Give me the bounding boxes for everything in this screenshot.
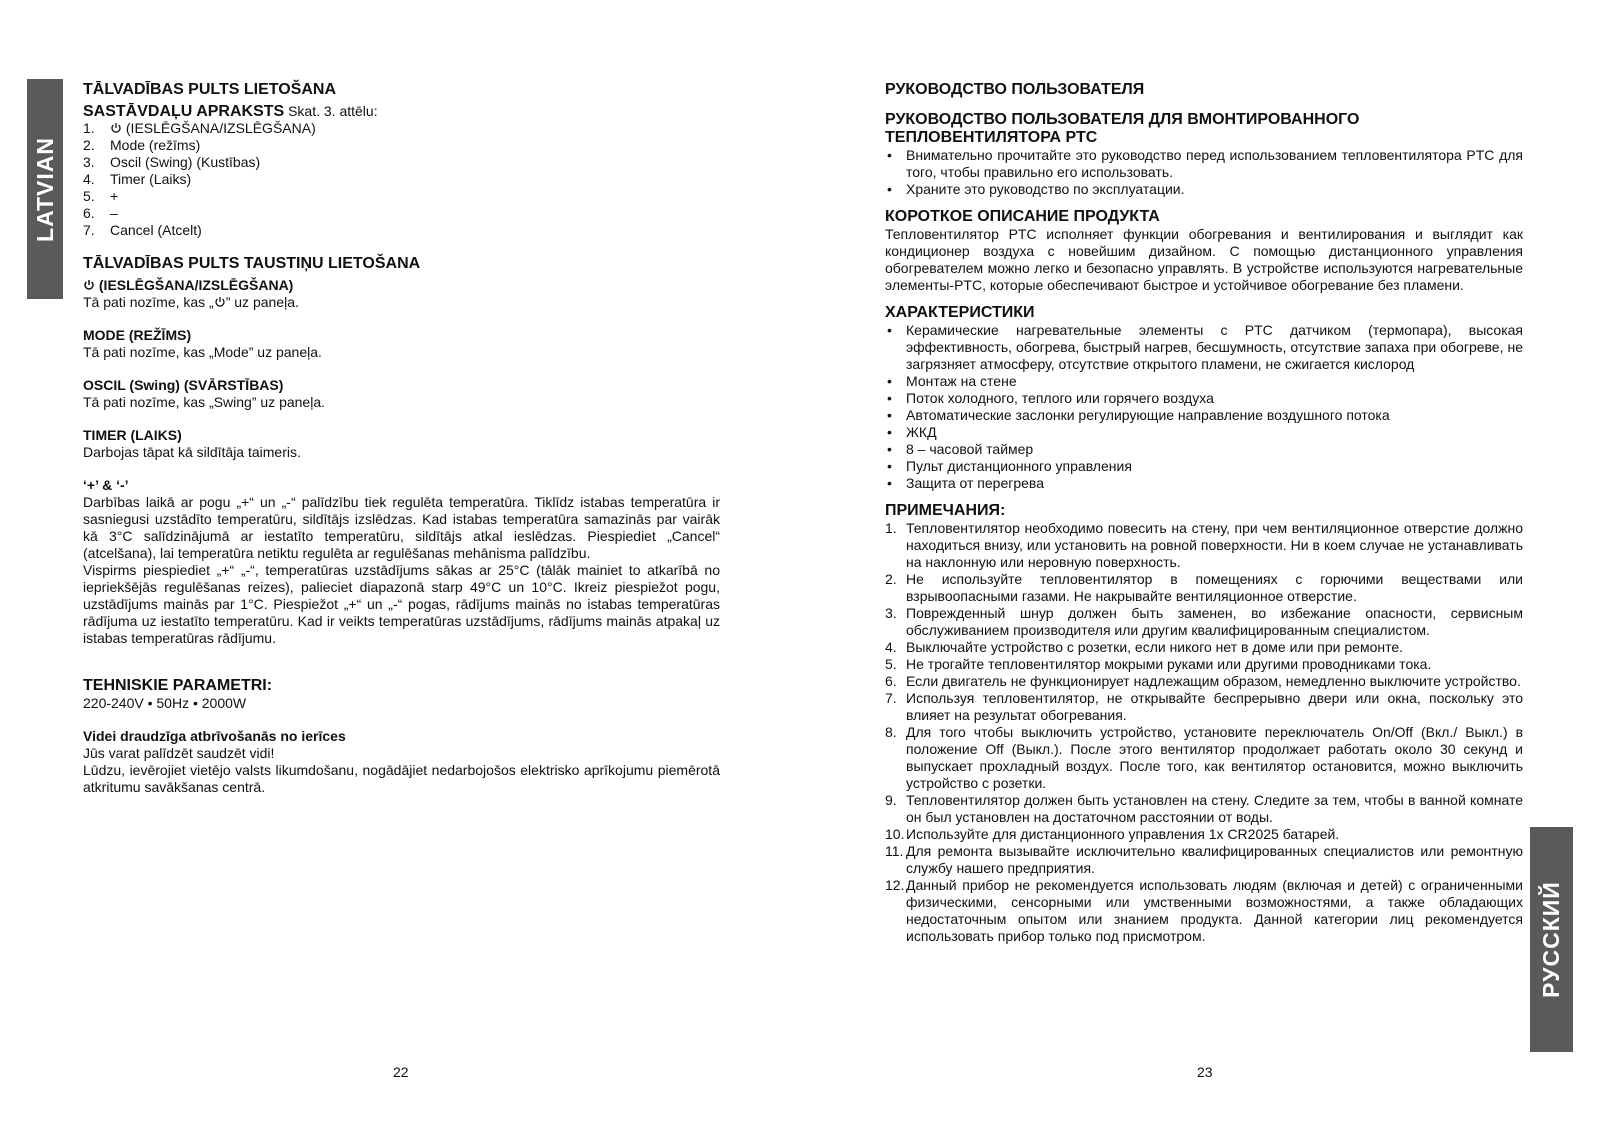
language-tab-latvian [27,79,63,299]
item-text: Если двигатель не функционирует надлежащим образом, немедленно выключите устройство. [906,673,1521,689]
item-text: Для ремонта вызывайте исключительно квалифицированных специалистов или ремонтную службу нашего предприятия. [906,843,1523,876]
item-text: Керамические нагревательные элементы с PTC датчиком (термопара), высокая эффективность, обогрева, быстрый нагрев, бесшумность, отсутствие запаха при обогреве, не загрязняет атмосферу, отсутствие открытого пламени, не сжигается кислород [906,322,1523,372]
list-item [885,147,1523,181]
list-item [885,373,1523,390]
item-text: Данный прибор не рекомендуется использовать людям (включая и детей) с ограниченными физическими, сенсорными или умственными возможностями, а также обладающих недостаточным опытом или знанием продукта. Данной категории лиц рекомендуется использовать прибор только под присмотром. [906,877,1523,944]
parts-list [83,120,720,239]
page-subtitle: РУКОВОДСТВО ПОЛЬЗОВАТЕЛЯ ДЛЯ ВМОНТИРОВАННОГО ТЕПЛОВЕНТИЛЯТОРА РТС [885,111,1360,146]
notes-list [885,520,1523,945]
timer-text: Darbojas tāpat kā sildītāja taimeris. [83,444,301,460]
item-text: Для того чтобы выключить устройство, установите переключатель On/Off (Вкл./ Выкл.) в положение Off (Выкл.). После этого вентилятор продолжает работать около 30 секунд и выпускает прохладный воздух. После того, как вентилятор остановится, можно выключить устройство с розетки. [906,724,1523,791]
list-item [885,656,1523,673]
parts-ref: Skat. 3. attēlu: [288,103,378,119]
eco-text: Jūs varat palīdzēt saudzēt vidi! [83,745,275,761]
item-number: 9. [885,792,897,808]
list-item [885,571,1523,605]
item-label: Timer (Laiks) [110,171,192,187]
item-text: Внимательно прочитайте это руководство перед использованием тепловентилятора PTC для того, чтобы правильно его использовать. [906,147,1523,180]
oscil-heading: OSCIL (Swing) (SVĀRSTĪBAS) [83,377,284,393]
bullet: • [887,441,892,457]
list-item [83,171,720,188]
item-number: 10. [885,826,905,842]
bullet: • [887,181,892,197]
item-text: 8 – часовой таймер [906,441,1034,457]
item-text: Защита от перегрева [906,475,1044,491]
item-number: 11. [885,843,904,859]
item-number: 5. [83,188,95,204]
list-item [885,322,1523,373]
page-title: РУКОВОДСТВО ПОЛЬЗОВАТЕЛЯ [885,81,1145,98]
item-number: 2. [885,571,897,587]
mode-text: Tā pati nozīme, kas „Mode” uz paneļa. [83,344,322,360]
features-list [885,322,1523,492]
list-item [83,188,720,205]
item-number: 5. [885,656,897,672]
list-item [885,792,1523,826]
bullet: • [887,147,892,163]
item-number: 1. [885,520,897,536]
power-text-end: ” uz paneļa. [225,294,299,310]
list-item [83,205,720,222]
item-number: 8. [885,724,897,740]
power-icon [83,279,95,291]
eco-text: Lūdzu, ievērojiet vietējo valsts likumdošanu, nogādājiet nedarbojošos elektrisko aprīkojumu piemērotā atkritumu savākšanas centrā. [83,762,720,795]
right-page [885,80,1523,945]
page-number-right: 23 [1197,1064,1213,1080]
item-text: Поток холодного, теплого или горячего воздуха [906,390,1214,406]
power-text [83,294,720,311]
bullet: • [887,407,892,423]
item-number: 6. [83,205,95,221]
timer-heading: TIMER (LAIKS) [83,427,182,443]
power-heading [83,277,720,294]
mode-heading: MODE (REŽĪMS) [83,327,192,343]
plusminus-heading: ‘+’ & ‘-’ [83,477,129,493]
item-label: – [110,205,118,221]
item-number: 3. [885,605,897,621]
page-title: TĀLVADĪBAS PULTS LIETOŠANA [83,81,337,98]
list-item [885,407,1523,424]
list-item [83,222,720,239]
language-tab-label: РУССКИЙ [1538,881,1565,998]
item-text: Храните это руководство по эксплуатации. [906,181,1185,197]
item-number: 2. [83,137,95,153]
list-item [885,458,1523,475]
item-text: Пульт дистанционного управления [906,458,1132,474]
list-item [885,181,1523,198]
power-icon [110,122,122,134]
item-number: 4. [83,171,95,187]
item-label: + [110,188,119,204]
plusminus-paragraph: Darbības laikā ar pogu „+“ un „-“ palīdzību tiek regulēta temperatūra. Tiklīdz istabas temperatūra ir sasniegusi uzstādīto temperatūru, sildītājs izslēdzas. Kad istabas temperatūra samazinās par vairāk kā 3°C salīdzinājumā ar iestatīto temperatūru, sildītājs atkal ieslēdzas. Piespiediet „Cancel“ (atcelšana), lai temperatūra netiktu regulēta ar regulēšanas mehānisma palīdzību. [83,494,720,561]
item-label: Cancel (Atcelt) [110,222,202,238]
list-item [885,639,1523,656]
bullet: • [887,458,892,474]
list-item [83,154,720,171]
page-number-left: 22 [393,1064,409,1080]
list-item [885,826,1523,843]
item-text: Выключайте устройство с розетки, если никого нет в доме или при ремонте. [906,639,1404,655]
oscil-text: Tā pati nozīme, kas „Swing” uz paneļa. [83,394,326,410]
list-item [885,441,1523,458]
tech-heading: TEHNISKIE PARAMETRI: [83,677,273,694]
bullet: • [887,390,892,406]
section-heading: ПРИМЕЧАНИЯ: [885,502,1006,519]
intro-bullets [885,147,1523,198]
item-number: 6. [885,673,897,689]
parts-heading-line [83,103,720,120]
bullet: • [887,373,892,389]
tech-text: 220-240V • 50Hz • 2000W [83,695,247,711]
bullet: • [887,475,892,491]
description-text: Тепловентилятор PTC исполняет функции обогревания и вентилирования и выглядит как кондиционер воздуха с новейшим дизайном. С помощью дистанционного управления обогревателем можно легко и безопасно управлять. В устройстве используются нагревательные элементы-PTC, которые обеспечивают быстрое и устойчивое обогревание без пламени. [885,226,1523,293]
parts-heading: SASTĀVDAĻU APRAKSTS [83,103,285,120]
item-label: (IESLĒGŠANA/IZSLĒGŠANA) [125,120,316,136]
item-text: Тепловентилятор необходимо повесить на стену, при чем вентиляционное отверстие должно находиться внизу, или установить на ровной поверхности. Ни в коем случае не устанавливать на наклонную или неровную поверхность. [906,520,1523,570]
item-label: Oscil (Swing) (Kustības) [110,154,261,170]
bullet: • [887,424,892,440]
power-heading-label: (IESLĒGŠANA/IZSLĒGŠANA) [98,277,294,293]
plusminus-paragraph: Vispirms piespiediet „+“ „-“, temperatūras uzstādījums sākas ar 25°C (tālāk mainiet to atkarībā no iepriekšējās regulēšanas reizes), palieciet diapazonā starp 49°C un 10°C. Ikreiz piespiežot pogu, uzstādījums mainās par 1°C. Piespiežot „+“ un „-“ pogas, rādījums mainās no istabas temperatūras rādījuma uz iestatīto temperatūru. Kad ir veikts temperatūras uzstādījums, rādījums mainās atpakaļ uz istabas temperatūras rādījumu. [83,562,720,646]
item-number: 4. [885,639,897,655]
item-text: ЖКД [906,424,937,440]
list-item [885,724,1523,792]
list-item [885,690,1523,724]
list-item [885,673,1523,690]
item-text: Поврежденный шнур должен быть заменен, во избежание опасности, сервисным обслуживанием производителя или другим квалифицированным специалистом. [906,605,1523,638]
item-number: 7. [885,690,897,706]
list-item [885,390,1523,407]
list-item [885,424,1523,441]
power-text-start: Tā pati nozīme, kas „ [83,294,214,310]
item-text: Используя тепловентилятор, не открывайте беспрерывно двери или окна, поскольку это влияет на результат обогревания. [906,690,1523,723]
item-label: Mode (režīms) [110,137,201,153]
item-text: Не используйте тепловентилятор в помещениях с горючими веществами или взрывоопасными газами. Не накрывайте вентиляционное отверстие. [906,571,1523,604]
language-tab-russian [1530,827,1573,1052]
item-text: Тепловентилятор должен быть установлен на стену. Следите за тем, чтобы в ванной комнате он был установлен на достаточном расстоянии от воды. [906,792,1523,825]
section-heading: КОРОТКОЕ ОПИСАНИЕ ПРОДУКТА [885,208,1160,225]
eco-heading: Videi draudzīga atbrīvošanās no ierīces [83,728,346,744]
item-text: Используйте для дистанционного управления 1x CR2025 батарей. [906,826,1340,842]
list-item [885,877,1523,945]
section-heading: TĀLVADĪBAS PULTS TAUSTIŅU LIETOŠANA [83,255,421,272]
item-number: 3. [83,154,95,170]
item-number: 12. [885,877,905,893]
item-text: Не трогайте тепловентилятор мокрыми руками или другими проводниками тока. [906,656,1432,672]
list-item [83,120,720,137]
item-text: Автоматические заслонки регулирующие направление воздушного потока [906,407,1390,423]
item-number: 1. [83,120,95,136]
list-item [885,843,1523,877]
language-tab-label: LATVIAN [31,136,58,242]
list-item [885,475,1523,492]
item-number: 7. [83,222,95,238]
section-heading: ХАРАКТЕРИСТИКИ [885,304,1035,321]
list-item [885,605,1523,639]
list-item [83,137,720,154]
bullet: • [887,322,892,338]
left-page [83,80,720,796]
power-icon [214,296,226,308]
item-text: Монтаж на стене [906,373,1017,389]
list-item [885,520,1523,571]
